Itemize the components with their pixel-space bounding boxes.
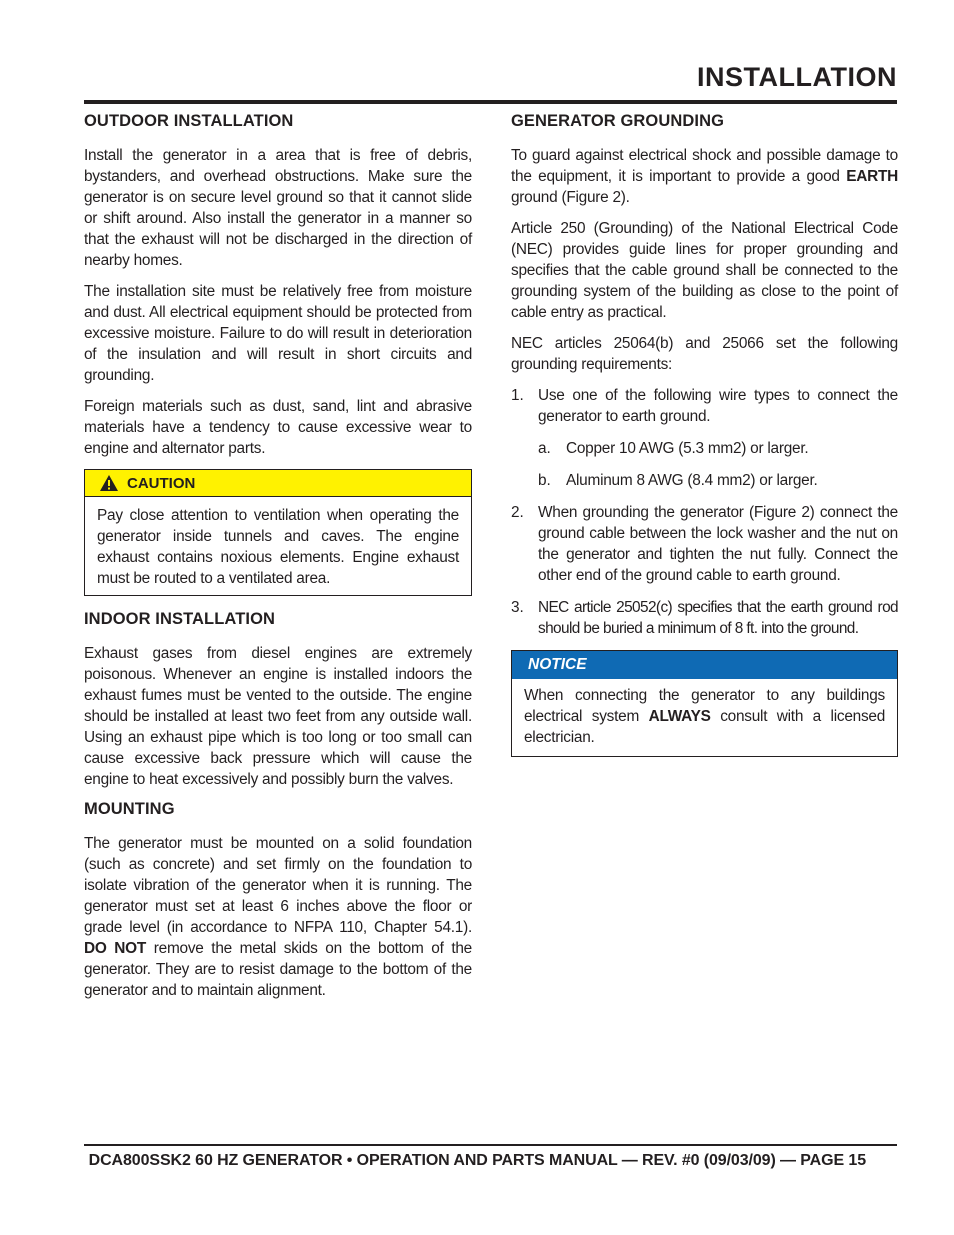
header-rule xyxy=(84,100,897,104)
right-column xyxy=(511,112,898,767)
list-item-text: Use one of the following wire types to connect the generator to earth ground. xyxy=(538,387,898,425)
grounding-p1-emphasis: EARTH xyxy=(846,168,898,185)
list-item-number: 2. xyxy=(511,504,524,521)
notice-header xyxy=(512,651,897,679)
list-item xyxy=(511,502,898,586)
list-item-text: When grounding the generator (Figure 2) connect the ground cable between the lock washer and the nut on the generator and tighten the nut fully. Connect the other end of the ground cable to earth ground. xyxy=(538,504,898,584)
notice-box xyxy=(511,650,898,757)
page-title: INSTALLATION xyxy=(697,62,897,92)
grounding-p1-end: ground (Figure 2). xyxy=(511,189,630,206)
caution-header xyxy=(85,470,471,497)
notice-text-start: When connecting the generator to any buildings electrical system xyxy=(524,687,885,725)
notice-text xyxy=(524,685,885,748)
outdoor-installation-heading: OUTDOOR INSTALLATION xyxy=(84,112,294,130)
outdoor-paragraph-2: The installation site must be relatively free from moisture and dust. All electrical equipment should be protected from excessive moisture. Failure to do will result in deterioration of the insulation and will result in short circuits and grounding. xyxy=(84,283,472,384)
caution-body xyxy=(85,497,471,595)
caution-text: Pay close attention to ventilation when operating the generator inside tunnels and caves. The engine exhaust contains noxious elements. Engine exhaust must be routed to a ventilated area. xyxy=(97,507,459,587)
list-item-text: NEC article 25052(c) specifies that the earth ground rod should be buried a minimum of 8 ft. into the ground. xyxy=(538,599,898,637)
left-column xyxy=(84,112,472,1011)
sub-list-item-text: Aluminum 8 AWG (8.4 mm2) or larger. xyxy=(566,472,818,489)
mounting-text-start: The generator must be mounted on a solid foundation (such as concrete) and set firmly on the foundation to isolate vibration of the generator when it is running. The generator must set at least 6 inches above the floor or grade level (in accordance to NFPA 110, Chapter 54.1). xyxy=(84,835,472,936)
mounting-text-end: remove the metal skids on the bottom of the generator. They are to resist damage to the bottom of the generator and to maintain alignment. xyxy=(84,940,472,999)
mounting-heading: MOUNTING xyxy=(84,800,175,818)
notice-emphasis: ALWAYS xyxy=(648,708,711,725)
page-footer: DCA800SSK2 60 HZ GENERATOR • OPERATION AND PARTS MANUAL — REV. #0 (09/03/09) — PAGE 15 xyxy=(88,1152,866,1169)
sub-list-item-letter: a. xyxy=(538,440,551,457)
list-item-number: 1. xyxy=(511,387,524,404)
list-item xyxy=(511,385,898,427)
notice-body xyxy=(512,679,897,756)
list-item-number: 3. xyxy=(511,599,524,616)
mounting-paragraph xyxy=(84,833,472,1001)
footer-rule xyxy=(84,1144,897,1146)
indoor-installation-heading: INDOOR INSTALLATION xyxy=(84,610,276,628)
mounting-emphasis: DO NOT xyxy=(84,940,147,957)
notice-text-end: consult with a licensed electrician. xyxy=(524,708,886,746)
grounding-paragraph-2: Article 250 (Grounding) of the National Electrical Code (NEC) provides guide lines for proper grounding and specifies that the cable ground shall be connected to the grounding system of the building as close to the point of cable entry as practical. xyxy=(511,220,898,321)
list-item xyxy=(511,597,898,639)
notice-label: NOTICE xyxy=(528,656,587,673)
grounding-requirements-list xyxy=(511,385,898,639)
outdoor-paragraph-3: Foreign materials such as dust, sand, lint and abrasive materials have a tendency to cause excessive wear to engine and alternator parts. xyxy=(84,398,472,457)
outdoor-paragraph-1: Install the generator in a area that is free of debris, bystanders, and overhead obstructions. Make sure the generator is on secure level ground so that it cannot slide or shift around. Also install the generator in a manner so that the exhaust will not be discharged in the direction of nearby homes. xyxy=(84,147,472,269)
indoor-paragraph-1: Exhaust gases from diesel engines are extremely poisonous. Whenever an engine is installed indoors the exhaust fumes must be vented to the outside. The engine should be installed at least two feet from any outside wall. Using an exhaust pipe which is too long or too small can cause excessive back pressure which will cause the engine to heat excessively and possibly burn the valves. xyxy=(84,645,472,788)
sub-list-item-text: Copper 10 AWG (5.3 mm2) or larger. xyxy=(566,440,809,457)
grounding-paragraph-1 xyxy=(511,145,898,208)
generator-grounding-heading: GENERATOR GROUNDING xyxy=(511,112,725,130)
sub-list-item-letter: b. xyxy=(538,472,551,489)
sub-list-item xyxy=(538,470,898,491)
caution-box xyxy=(84,469,472,596)
sub-list-item xyxy=(538,438,898,459)
grounding-paragraph-3: NEC articles 25064(b) and 25066 set the following grounding requirements: xyxy=(511,335,898,373)
caution-label: CAUTION xyxy=(127,474,196,492)
grounding-p1-start: To guard against electrical shock and possible damage to the equipment, it is important to provide a good xyxy=(511,147,898,185)
warning-triangle-icon xyxy=(99,474,119,492)
